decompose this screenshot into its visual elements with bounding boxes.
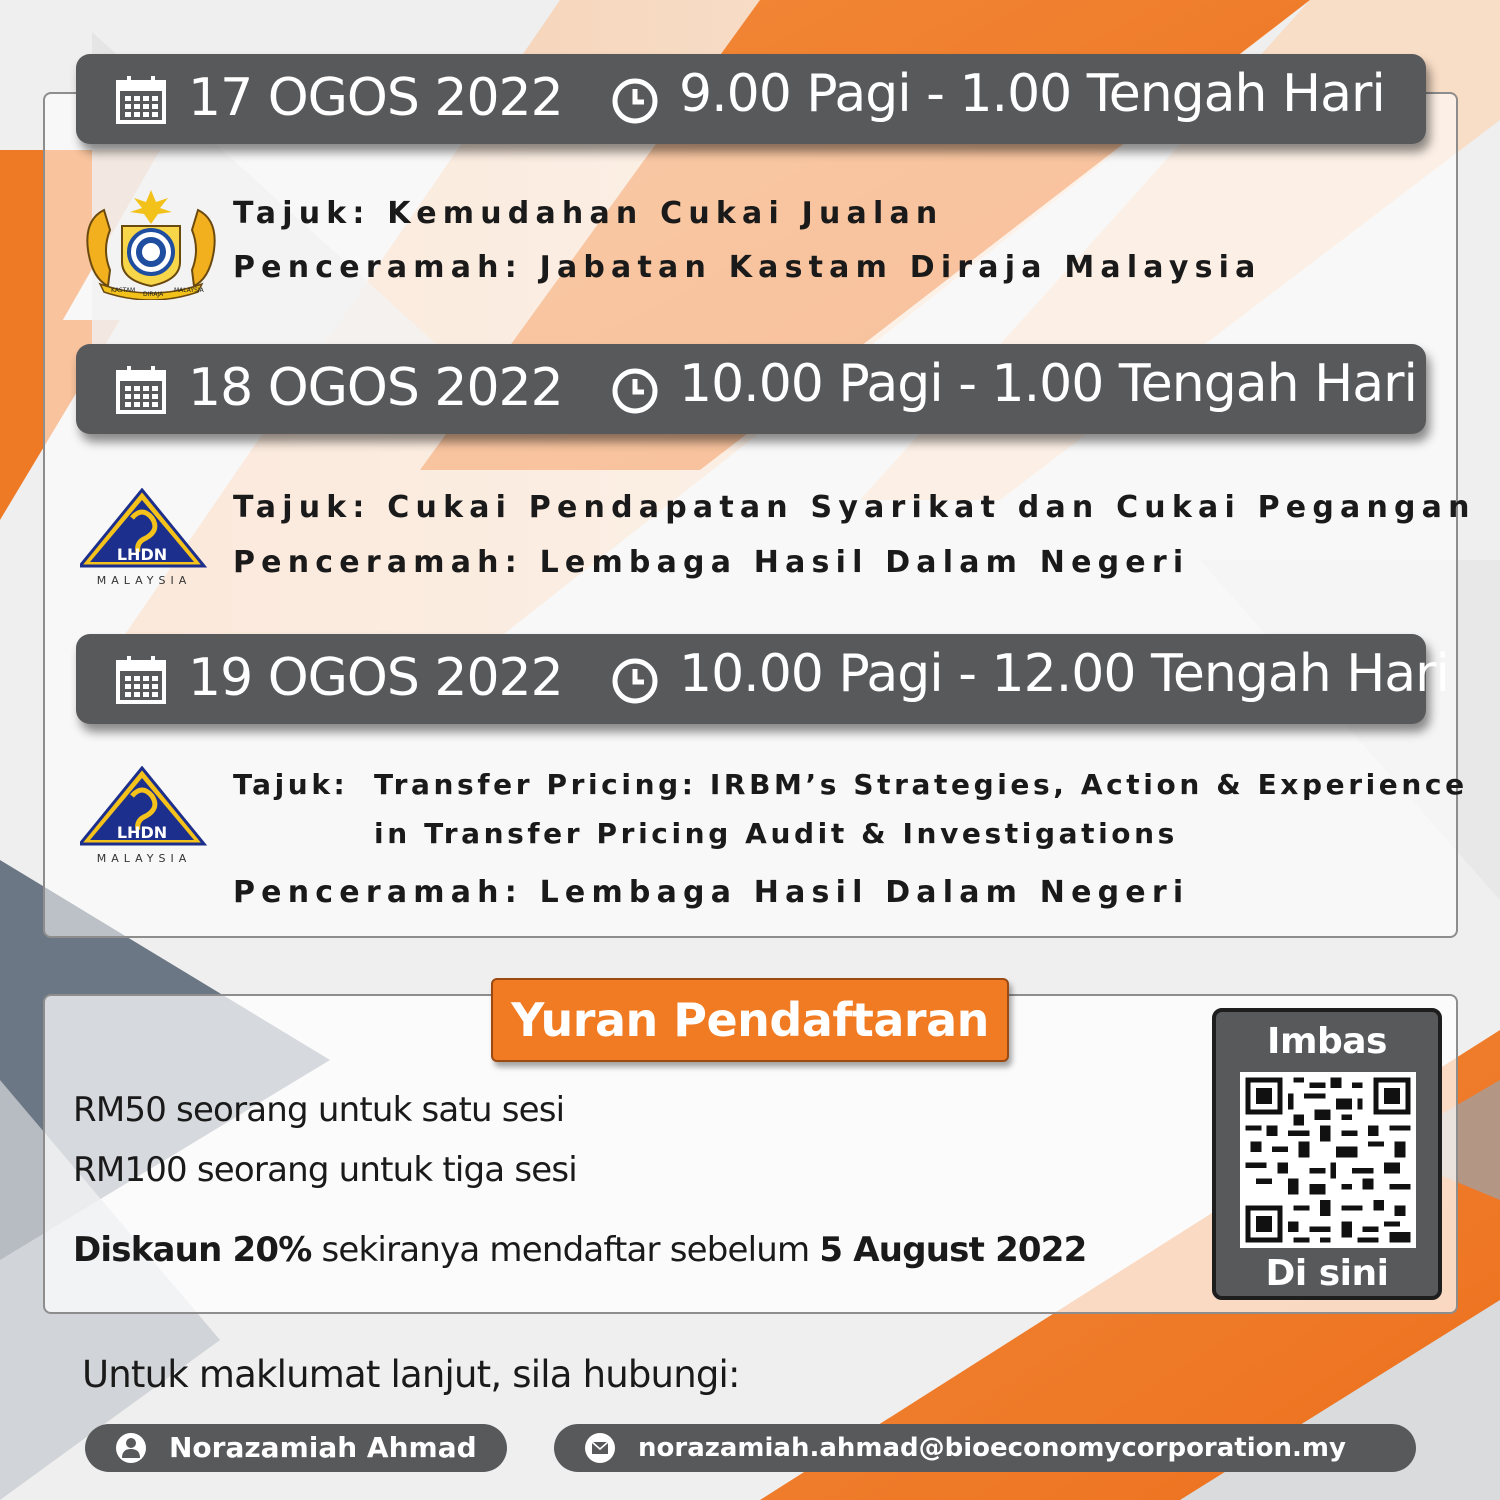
- session-topic-line-2: in Transfer Pricing Audit & Investigations: [374, 817, 1178, 850]
- session-time: 10.00 Pagi - 12.00 Tengah Hari: [679, 644, 1449, 704]
- contact-email[interactable]: norazamiah.ahmad@bioeconomycorporation.my: [638, 1433, 1346, 1463]
- svg-text:MALAYSIA: MALAYSIA: [96, 574, 192, 587]
- contact-heading: Untuk maklumat lanjut, sila hubungi:: [82, 1353, 740, 1396]
- person-icon: [115, 1432, 147, 1464]
- fee-three-sessions: RM100 seorang untuk tiga sesi: [73, 1150, 577, 1190]
- clock-icon: [611, 77, 659, 125]
- calendar-icon: [116, 366, 166, 414]
- svg-text:LHDN: LHDN: [116, 823, 168, 842]
- session-speaker: Penceramah: Lembaga Hasil Dalam Negeri: [233, 875, 1190, 910]
- session-time: 9.00 Pagi - 1.00 Tengah Hari: [679, 64, 1385, 124]
- session-speaker: Penceramah: Lembaga Hasil Dalam Negeri: [233, 545, 1190, 580]
- svg-text:MALAYSIA: MALAYSIA: [174, 287, 204, 294]
- qr-box[interactable]: [1212, 1008, 1442, 1300]
- session-1-date-bar: [76, 54, 1426, 144]
- svg-text:DIRAJA: DIRAJA: [143, 291, 164, 298]
- session-topic: Tajuk: Transfer Pricing: IRBM’s Strategies, Action & Experience: [233, 768, 1468, 801]
- lhdn-logo: [80, 766, 220, 866]
- svg-text:KASTAM: KASTAM: [111, 287, 136, 294]
- session-topic: Tajuk: Cukai Pendapatan Syarikat dan Cukai Pegangan: [233, 490, 1476, 525]
- session-topic: Tajuk: Kemudahan Cukai Jualan: [233, 196, 944, 231]
- session-time: 10.00 Pagi - 1.00 Tengah Hari: [679, 354, 1417, 414]
- fee-title: Yuran Pendaftaran: [491, 978, 1009, 1062]
- calendar-icon: [116, 656, 166, 704]
- calendar-icon: [116, 76, 166, 124]
- svg-text:MALAYSIA: MALAYSIA: [96, 852, 192, 865]
- contact-name-pill: [85, 1424, 507, 1472]
- kastam-crest-logo: [80, 190, 222, 300]
- clock-icon: [611, 367, 659, 415]
- session-3-details: [80, 762, 1468, 922]
- contact-name: Norazamiah Ahmad: [169, 1431, 477, 1464]
- fee-one-session: RM50 seorang untuk satu sesi: [73, 1090, 565, 1130]
- session-2-date-bar: [76, 344, 1426, 434]
- qr-top-label: Imbas: [1267, 1021, 1387, 1062]
- session-3-date-bar: [76, 634, 1449, 724]
- session-date: 19 OGOS 2022: [188, 648, 563, 708]
- contact-email-pill[interactable]: [554, 1424, 1416, 1472]
- lhdn-logo: [80, 488, 220, 588]
- envelope-icon: [584, 1432, 616, 1464]
- qr-bottom-label: Di sini: [1265, 1253, 1389, 1294]
- session-speaker: Penceramah: Jabatan Kastam Diraja Malaysia: [233, 250, 1262, 285]
- session-date: 17 OGOS 2022: [188, 68, 563, 128]
- svg-text:LHDN: LHDN: [116, 545, 168, 564]
- qr-code[interactable]: [1240, 1072, 1416, 1248]
- session-2-details: [80, 484, 1476, 594]
- session-date: 18 OGOS 2022: [188, 358, 563, 418]
- clock-icon: [611, 657, 659, 705]
- fee-discount: Diskaun 20% sekiranya mendaftar sebelum 5 August 2022: [73, 1230, 1087, 1270]
- session-1-details: [80, 190, 1450, 310]
